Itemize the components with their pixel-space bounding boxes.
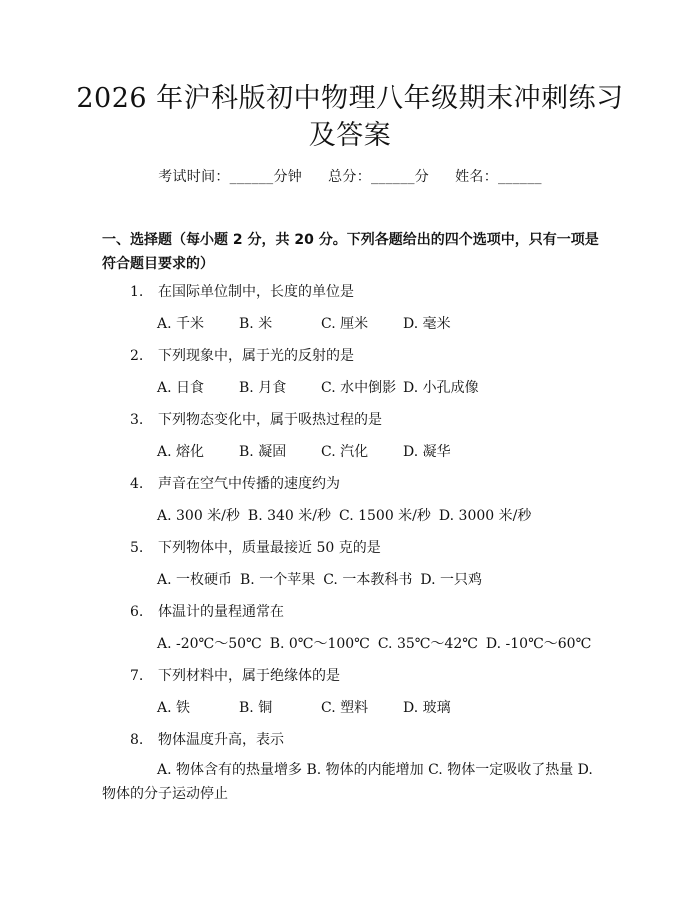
option-b: B. 凝固 <box>239 444 287 460</box>
option-c: C. 汽化 <box>321 444 369 460</box>
option-b: B. 铜 <box>239 700 273 716</box>
total-score-field: 总分：______分 <box>328 169 430 185</box>
option-b: B. 0℃～100℃ <box>269 636 370 652</box>
question-text: 体温计的量程通常在 <box>158 604 284 620</box>
question-number: 5. <box>130 540 144 556</box>
option-d: D. 毫米 <box>403 316 451 332</box>
option-c: C. 1500 米/秒 <box>338 508 431 524</box>
option-d: D. -10℃～60℃ <box>485 636 592 652</box>
question-5 <box>130 537 381 557</box>
option-d: D. 小孔成像 <box>403 380 479 396</box>
question-8 <box>130 729 284 749</box>
question-text: 物体温度升高，表示 <box>158 732 284 748</box>
question-number: 3. <box>130 412 144 428</box>
student-name-field: 姓名：______ <box>455 169 542 185</box>
question-3 <box>130 409 382 429</box>
question-7-options <box>157 697 485 717</box>
question-6 <box>130 601 284 621</box>
option-a: A. 日食 <box>157 380 205 396</box>
option-b: B. 340 米/秒 <box>247 508 331 524</box>
question-3-options <box>157 441 485 461</box>
question-text: 声音在空气中传播的速度约为 <box>158 476 340 492</box>
option-a: A. 300 米/秒 <box>157 508 240 524</box>
question-5-options <box>157 569 490 589</box>
option-d: D. 凝华 <box>403 444 451 460</box>
option-c: C. 水中倒影 <box>321 380 397 396</box>
question-2-options <box>157 377 485 397</box>
option-d: D. 玻璃 <box>403 700 451 716</box>
question-4-options <box>157 505 539 525</box>
option-d: D. 3000 米/秒 <box>438 508 532 524</box>
question-number: 7. <box>130 668 144 684</box>
option-c: C. 塑料 <box>321 700 369 716</box>
question-text: 在国际单位制中，长度的单位是 <box>158 284 354 300</box>
question-text: 下列物态变化中，属于吸热过程的是 <box>158 412 382 428</box>
page-title-line-1: 2026 年沪科版初中物理八年级期末冲刺练习 <box>76 83 624 114</box>
option-b: B. 一个苹果 <box>240 572 316 588</box>
exam-info <box>0 166 700 186</box>
option-b: B. 月食 <box>239 380 287 396</box>
option-c: C. 厘米 <box>321 316 369 332</box>
question-number: 2. <box>130 348 144 364</box>
question-8-options: A. 物体含有的热量增多 B. 物体的内能增加 C. 物体一定吸收了热量 D. 物体的分子运动停止 <box>102 762 593 802</box>
option-a: A. 熔化 <box>157 444 205 460</box>
option-c: C. 35℃～42℃ <box>377 636 478 652</box>
question-text: 下列现象中，属于光的反射的是 <box>158 348 354 364</box>
question-text: 下列材料中，属于绝缘体的是 <box>158 668 340 684</box>
option-a: A. 千米 <box>157 316 205 332</box>
exam-time-field: 考试时间：______分钟 <box>158 169 303 185</box>
question-number: 6. <box>130 604 144 620</box>
option-d: D. 一只鸡 <box>420 572 482 588</box>
option-a: A. 一枚硬币 <box>157 572 233 588</box>
question-1 <box>130 281 354 301</box>
question-7 <box>130 665 340 685</box>
question-number: 8. <box>130 732 144 748</box>
question-number: 4. <box>130 476 144 492</box>
page-title-line-2: 及答案 <box>308 120 392 151</box>
question-4 <box>130 473 340 493</box>
option-a: A. -20℃～50℃ <box>157 636 262 652</box>
option-a: A. 铁 <box>157 700 191 716</box>
option-b: B. 米 <box>239 316 273 332</box>
question-2 <box>130 345 354 365</box>
question-1-options <box>157 313 485 333</box>
question-text: 下列物体中，质量最接近 50 克的是 <box>158 540 381 556</box>
section-heading-choice: 一、选择题（每小题 2 分，共 20 分。下列各题给出的四个选项中，只有一项是符合题目要求的） <box>102 232 599 272</box>
question-6-options <box>157 633 599 653</box>
option-c: C. 一本教科书 <box>323 572 413 588</box>
question-number: 1. <box>130 284 144 300</box>
